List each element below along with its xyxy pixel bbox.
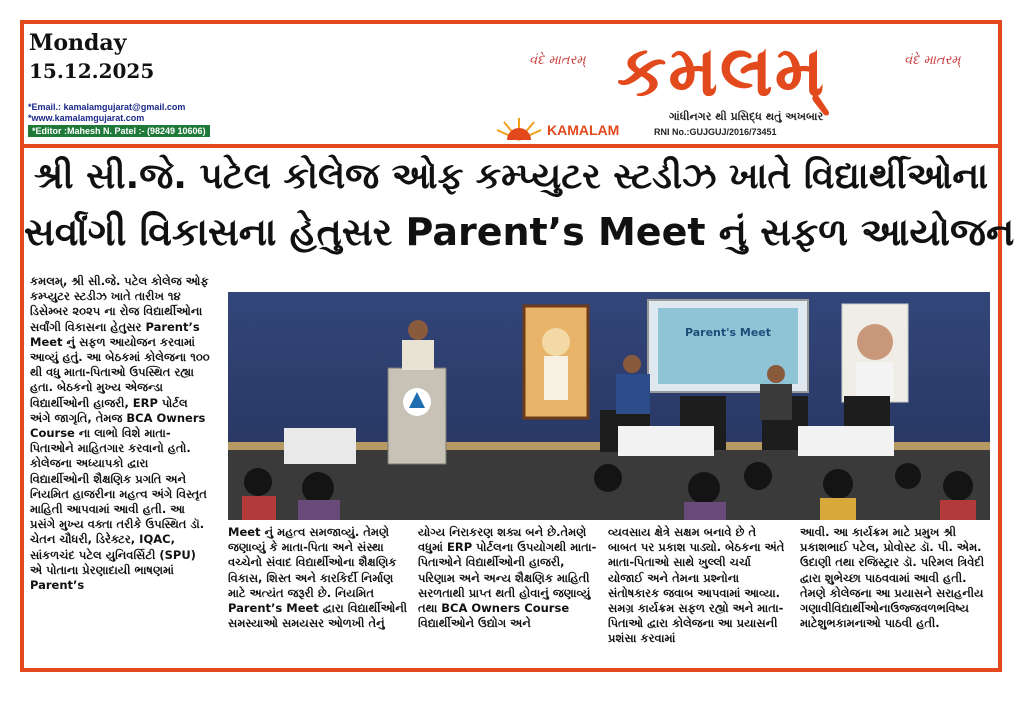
screen-title: Parent's Meet: [684, 326, 772, 339]
article-text: કમલમ્, શ્રી સી.જે. પટેલ કોલેજ ઓફ કમ્પ્યુટર સ્ટડીઝ ખાતે તારીખ ૧૪ ડિસેમ્બર ૨૦૨૫ ના રોજ વિદ્યાર્થીઓના સર્વાંગી વિકાસના હેતુસર Parent’s Meet નું સફળ આયોજન કરવામાં આવ્યું હતું. આ બેઠકમાં કોલેજના ૧૦૦ થી વધુ માતા-પિતાઓ ઉપસ્થિત રહ્યા હતા. બેઠકનો મુખ્ય એજન્ડા વિદ્યાર્થીઓની હાજરી, ERP પોર્ટલ અંગે જાગૃતિ, તેમજ BCA Owners Course ના લાભો વિશે માતા-પિતાઓને માહિતગાર કરવાનો હતો. કોલેજના અધ્યાપકો દ્વારા વિદ્યાર્થીઓની શૈક્ષણિક પ્રગતિ અને નિયમિત હાજરીના મહત્વ અંગે વિસ્તૃત માહિતી આપવામાં આવી હતી. આ પ્રસંગે મુખ્ય વક્તા તરીકે ઉપસ્થિત ડૉ. ચેતન ચૌધરી, ડિરેક્ટર, IQAC, સાંકળચંદ પટેલ યુનિવર્સિટી (SPU) એ પોતાના પ્રેરણાદાયી ભાષણમાં Parent’s: [30, 274, 210, 593]
tagline: ગાંધીનગર થી પ્રસિદ્ધ થતું અખબાર: [669, 110, 824, 123]
article-text: વ્યવસાય ક્ષેત્રે સક્ષમ બનાવે છે તે બાબત પર પ્રકાશ પાડ્યો. બેઠકના અંતે માતા-પિતાઓ સાથે ખુલ્લી ચર્ચા યોજાઈ અને તેમના પ્રશ્નોના સંતોષકારક જવાબ આપવામાં આવ્યા. સમગ્ર કાર્યક્રમ સફળ રહ્યો અને માતા-પિતાઓ દ્વારા કોલેજના આ પ્રયાસની પ્રશંસા કરવામાં: [608, 525, 785, 646]
event-photo-illustration: [228, 292, 990, 520]
newspaper-logo: કમલમ્: [617, 30, 827, 112]
masthead: [24, 24, 998, 142]
article-column-2: [228, 525, 408, 665]
rising-sun-icon: [494, 116, 544, 142]
article-column-3: [418, 525, 598, 665]
rni-number: RNI No.:GUJGUJ/2016/73451: [654, 127, 777, 137]
event-photo: [228, 292, 990, 520]
brand-latin: KAMALAM: [547, 122, 620, 138]
editor-badge: *Editor :Mahesh N. Patel :- (98249 10606): [28, 125, 210, 137]
article-text: Meet નું મહત્વ સમજાવ્યું. તેમણે જણાવ્યું કે માતા-પિતા અને સંસ્થા વચ્ચેનો સંવાદ વિદ્યાર્થીઓના શૈક્ષણિક વિકાસ, શિસ્ત અને કારકિર્દી નિર્માણ માટે અત્યંત જરૂરી છે. નિયમિત Parent’s Meet દ્વારા વિદ્યાર્થીઓની સમસ્યાઓ સમયસર ઓળખી તેનું: [228, 525, 408, 631]
contact-website: *www.kamalamgujarat.com: [28, 113, 145, 123]
issue-date: 15.12.2025: [29, 59, 155, 83]
article-column-1: [30, 274, 210, 664]
article-column-5: [800, 525, 990, 665]
contact-email: *Email.: kamalamgujarat@gmail.com: [28, 102, 186, 112]
headline-line-2: સર્વાંગી વિકાસના હેતુસર Parent’s Meet નું સફળ આયોજન: [24, 210, 1015, 254]
article-column-4: [608, 525, 788, 665]
article-text: આવી. આ કાર્યક્રમ માટે પ્રમુખ શ્રી પ્રકાશભાઈ પટેલ, પ્રોવોસ્ટ ડૉ. પી. એમ. ઉદાણી તથા રજિસ્ટ્રાર ડૉ. પરિમલ ત્રિવેદી દ્વારા શુભેચ્છા પાઠવવામાં આવી હતી. તેમણે કોલેજના આ પ્રયાસને સરાહનીય ગણાવીવિદ્યાર્થીઓનાઉજ્જવળભવિષ્ય માટેશુભકામનાઓ પાઠવી હતી.: [800, 525, 985, 631]
vande-mataram-right: વંદે માતરમ્: [904, 53, 961, 68]
article-text: યોગ્ય નિરાકરણ શક્ય બને છે.તેમણે વધુમાં ERP પોર્ટલના ઉપયોગથી માતા-પિતાઓને વિદ્યાર્થીઓની હાજરી, પરિણામ અને અન્ય શૈક્ષણિક માહિતી સરળતાથી પ્રાપ્ત થતી હોવાનું જણાવ્યું તથા BCA Owners Course વિદ્યાર્થીઓને ઉદ્યોગ અને: [418, 525, 597, 631]
headline-line-1: શ્રી સી.જે. પટેલ કોલેજ ઓફ કમ્પ્યુટર સ્ટડીઝ ખાતે વિદ્યાર્થીઓના: [33, 156, 989, 197]
masthead-divider: [24, 144, 998, 148]
issue-day: Monday: [29, 30, 127, 56]
vande-mataram-left: વંદે માતરમ્: [529, 53, 586, 68]
